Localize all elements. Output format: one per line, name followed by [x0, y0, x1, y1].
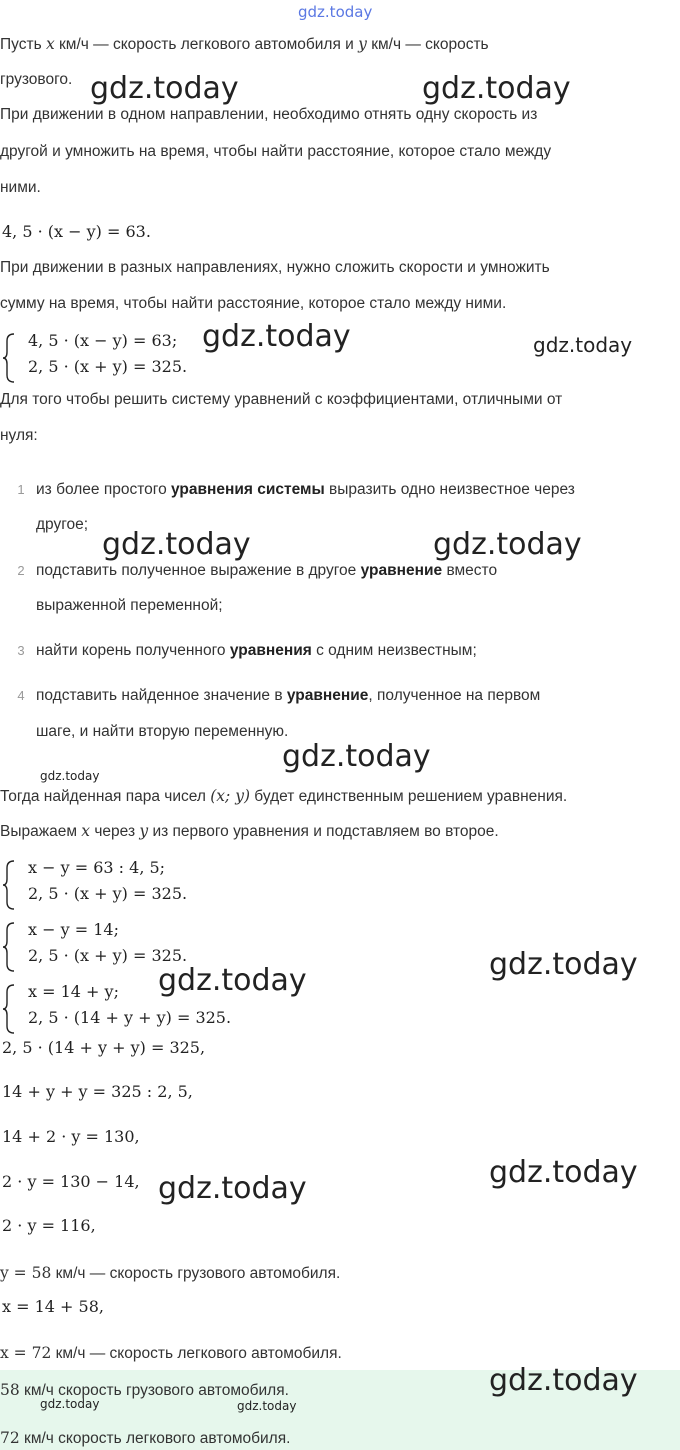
- watermark: gdz.today: [422, 71, 571, 106]
- step-1-line-2: другое;: [36, 516, 89, 533]
- step-4-line-2: шаге, и найти вторую переменную.: [36, 723, 289, 740]
- watermark: gdz.today: [90, 71, 239, 106]
- brace-icon: [2, 922, 16, 972]
- equation-step-4: 2 · y = 130 − 14,: [2, 1172, 140, 1191]
- watermark: gdz.today: [102, 527, 251, 562]
- paragraph-opposite-direction-line-2: сумму на время, чтобы найти расстояние, которое стало между ними.: [0, 295, 507, 312]
- paragraph-same-direction-line-1: При движении в одном направлении, необходимо отнять одну скорость из: [0, 106, 538, 123]
- step-2-line-1: подставить полученное выражение в другое уравнение вместо: [36, 562, 498, 579]
- watermark: gdz.today: [40, 1397, 100, 1411]
- paragraph-opposite-direction-line-1: При движении в разных направлениях, нужно сложить скорости и умножить: [0, 259, 550, 276]
- watermark: gdz.today: [158, 1171, 307, 1206]
- answer-line-1: 58 км/ч скорость грузового автомобиля.: [0, 1381, 289, 1399]
- step-3-line-1: найти корень полученного уравнения с одним неизвестным;: [36, 642, 477, 659]
- step-2-line-2: выраженной переменной;: [36, 597, 223, 614]
- answer-line-2: 72 км/ч скорость легкового автомобиля.: [0, 1429, 291, 1447]
- watermark: gdz.today: [237, 1399, 297, 1413]
- system-1-line-1: 4, 5 · (x − y) = 63;: [28, 331, 178, 350]
- watermark-top: gdz.today: [298, 3, 373, 21]
- system-4-line-1: x = 14 + y;: [28, 982, 119, 1001]
- watermark: gdz.today: [489, 1155, 638, 1190]
- system-3-line-2: 2, 5 · (x + y) = 325.: [28, 946, 188, 965]
- equation-step-1: 2, 5 · (14 + y + y) = 325,: [2, 1038, 206, 1057]
- result-x: x = 72 км/ч — скорость легкового автомобиля.: [0, 1344, 342, 1362]
- watermark: gdz.today: [433, 527, 582, 562]
- step-number: 2: [17, 563, 25, 578]
- paragraph-unique-solution: Тогда найденная пара чисел (x; y) будет единственным решением уравнения.: [0, 787, 568, 805]
- equation-step-3: 14 + 2 · y = 130,: [2, 1127, 140, 1146]
- system-4-line-2: 2, 5 · (14 + y + y) = 325.: [28, 1008, 232, 1027]
- watermark: gdz.today: [489, 1363, 638, 1398]
- equation-step-2: 14 + y + y = 325 : 2, 5,: [2, 1082, 193, 1101]
- system-1-line-2: 2, 5 · (x + y) = 325.: [28, 357, 188, 376]
- watermark: gdz.today: [282, 739, 431, 774]
- result-y: y = 58 км/ч — скорость грузового автомобиля.: [0, 1264, 341, 1282]
- watermark: gdz.today: [202, 319, 351, 354]
- watermark: gdz.today: [489, 947, 638, 982]
- intro-paragraph-1: Пусть x км/ч — скорость легкового автомобиля и y км/ч — скорость: [0, 35, 489, 53]
- step-4-line-1: подставить найденное значение в уравнение, полученное на первом: [36, 687, 541, 704]
- brace-icon: [2, 860, 16, 910]
- system-2-line-1: x − y = 63 : 4, 5;: [28, 858, 166, 877]
- paragraph-same-direction-line-2: другой и умножить на время, чтобы найти расстояние, которое стало между: [0, 143, 552, 160]
- system-3-line-1: x − y = 14;: [28, 920, 119, 939]
- equation-step-5: 2 · y = 116,: [2, 1216, 96, 1235]
- step-number: 4: [17, 688, 25, 703]
- equation-difference: 4, 5 · (x − y) = 63.: [2, 222, 151, 241]
- watermark: gdz.today: [40, 769, 100, 783]
- watermark: gdz.today: [158, 963, 307, 998]
- step-number: 3: [17, 643, 25, 658]
- step-1-line-1: из более простого уравнения системы выразить одно неизвестное через: [36, 481, 575, 498]
- step-number: 1: [17, 482, 25, 497]
- brace-icon: [2, 984, 16, 1034]
- paragraph-method-line-1: Для того чтобы решить систему уравнений с коэффициентами, отличными от: [0, 391, 563, 408]
- paragraph-method-line-2: нуля:: [0, 427, 38, 444]
- brace-icon: [2, 333, 16, 383]
- paragraph-same-direction-line-3: ними.: [0, 179, 41, 196]
- paragraph-express-x: Выражаем x через y из первого уравнения и подставляем во второе.: [0, 822, 499, 840]
- intro-paragraph-1-line-2: грузового.: [0, 71, 73, 88]
- watermark: gdz.today: [533, 333, 633, 357]
- equation-x-calc: x = 14 + 58,: [2, 1297, 104, 1316]
- system-2-line-2: 2, 5 · (x + y) = 325.: [28, 884, 188, 903]
